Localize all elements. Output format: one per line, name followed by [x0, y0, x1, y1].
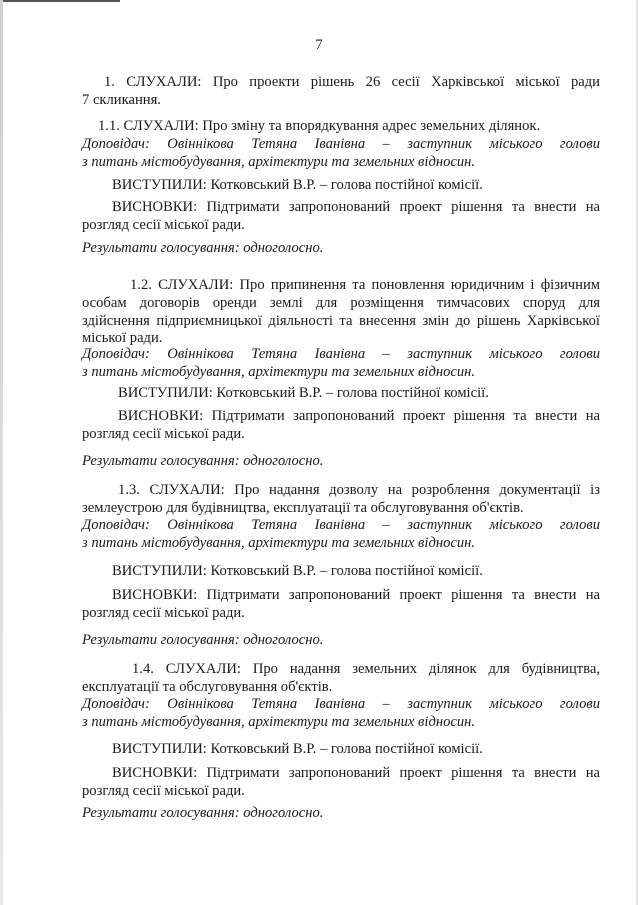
speaker-line: з питань містобудування, архітектури та земельних відносин.: [82, 363, 476, 380]
heard-line: здійснення підприємницької діяльності та внесення змін до рішень Харківської: [82, 312, 600, 329]
item-1-3-conclusion: [82, 587, 600, 623]
page-number: 7: [315, 37, 323, 53]
section-1-heading-line: 7 скликання.: [82, 91, 161, 108]
item-1-2-conclusion: [82, 408, 600, 444]
conclusion-line: розгляд сесії міської ради.: [82, 216, 245, 233]
item-1-2-vote: [82, 453, 600, 471]
item-1-4-spoke: [82, 741, 600, 759]
vote-line: Результати голосування: одноголосно.: [82, 632, 324, 648]
conclusion-line: розгляд сесії міської ради.: [82, 425, 245, 442]
scan-edge-left: [0, 0, 3, 905]
conclusion-line: розгляд сесії міської ради.: [82, 782, 245, 799]
item-1-1-speaker: [82, 136, 600, 172]
speaker-line: з питань містобудування, архітектури та земельних відносин.: [82, 534, 476, 551]
item-1-4-speaker: [82, 696, 600, 732]
speaker-line: Доповідач: Овіннікова Тетяна Іванівна – заступник міського голови: [82, 346, 600, 362]
item-1-3-speaker: [82, 517, 600, 553]
scan-edge-top: [0, 0, 120, 2]
heard-line: особам договорів оренди землі для розміщення тимчасових споруд для: [82, 294, 600, 311]
item-1-2-heard: [82, 277, 600, 348]
vote-line: Результати голосування: одноголосно.: [82, 453, 324, 469]
speaker-line: Доповідач: Овіннікова Тетяна Іванівна – заступник міського голови: [82, 136, 600, 152]
section-1-heading-line: 1. СЛУХАЛИ: Про проекти рішень 26 сесії Харківської міської ради: [104, 74, 600, 90]
speaker-line: Доповідач: Овіннікова Тетяна Іванівна – заступник міського голови: [82, 696, 600, 712]
spoke-line: ВИСТУПИЛИ: Котковський В.Р. – голова постійної комісії.: [118, 385, 489, 401]
heard-line: експлуатації та обслуговування об'єктів.: [82, 678, 333, 695]
item-1-3-spoke: [82, 563, 600, 581]
spoke-line: ВИСТУПИЛИ: Котковський В.Р. – голова постійної комісії.: [112, 741, 483, 757]
heard-line: 1.3. СЛУХАЛИ: Про надання дозволу на розроблення документації із: [118, 482, 600, 498]
conclusion-line: ВИСНОВКИ: Підтримати запропонований проект рішення та внести на: [118, 408, 600, 424]
item-1-2-spoke: [82, 385, 600, 403]
heard-line: 1.4. СЛУХАЛИ: Про надання земельних ділянок для будівництва,: [132, 661, 600, 677]
section-1-heading: [82, 74, 600, 110]
conclusion-line: ВИСНОВКИ: Підтримати запропонований проект рішення та внести на: [112, 765, 600, 781]
item-1-1-heard: [82, 118, 600, 136]
item-1-3-heard: [82, 482, 600, 518]
heard-line: 1.1. СЛУХАЛИ: Про зміну та впорядкування адрес земельних ділянок.: [98, 118, 541, 134]
item-1-1-vote: [82, 240, 600, 258]
speaker-line: з питань містобудування, архітектури та земельних відносин.: [82, 153, 476, 170]
speaker-line: з питань містобудування, архітектури та земельних відносин.: [82, 713, 476, 730]
item-1-2-speaker: [82, 346, 600, 382]
heard-line: міської ради.: [82, 330, 163, 347]
speaker-line: Доповідач: Овіннікова Тетяна Іванівна – заступник міського голови: [82, 517, 600, 533]
heard-line: землеустрою для будівництва, експлуатації та обслуговування об'єктів.: [82, 499, 524, 516]
item-1-4-vote: [82, 805, 600, 823]
item-1-4-heard: [82, 661, 600, 697]
conclusion-line: розгляд сесії міської ради.: [82, 604, 245, 621]
item-1-1-spoke: [82, 177, 600, 195]
item-1-4-conclusion: [82, 765, 600, 801]
item-1-3-vote: [82, 632, 600, 650]
spoke-line: ВИСТУПИЛИ: Котковський В.Р. – голова постійної комісії.: [112, 563, 483, 579]
vote-line: Результати голосування: одноголосно.: [82, 240, 324, 256]
vote-line: Результати голосування: одноголосно.: [82, 805, 324, 821]
conclusion-line: ВИСНОВКИ: Підтримати запропонований проект рішення та внести на: [112, 199, 600, 215]
spoke-line: ВИСТУПИЛИ: Котковський В.Р. – голова постійної комісії.: [112, 177, 483, 193]
conclusion-line: ВИСНОВКИ: Підтримати запропонований проект рішення та внести на: [112, 587, 600, 603]
heard-line: 1.2. СЛУХАЛИ: Про припинення та поновлення юридичним і фізичним: [130, 277, 600, 293]
item-1-1-conclusion: [82, 199, 600, 235]
